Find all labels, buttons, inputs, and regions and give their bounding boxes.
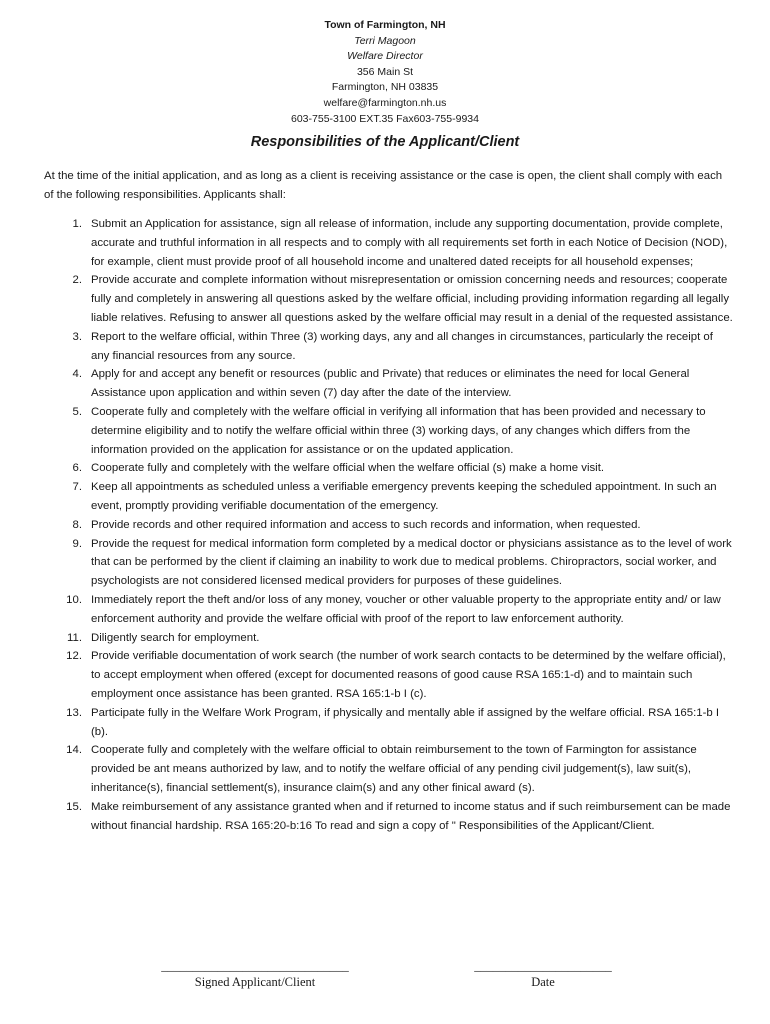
item-number: 12. [66, 650, 82, 663]
list-item [44, 271, 734, 327]
list-item [44, 798, 734, 836]
item-text: Make reimbursement of any assistance granted when and if returned to income status and if such reimbursement can be made without financial hardship. RSA 165:20-b:16 To read and sign a copy of " Responsibilities of the Applicant/Client. [91, 800, 731, 832]
list-item [44, 459, 734, 478]
list-item [44, 741, 734, 797]
item-text: Apply for and accept any benefit or resources (public and Private) that reduces or eliminates the need for local General Assistance upon application and within seven (7) day after the date of the interview. [91, 368, 690, 400]
phone-fax: 603-755-3100 EXT.35 Fax603-755-9934 [291, 112, 479, 125]
item-text: Provide records and other required information and access to such records and information, when requested. [91, 518, 641, 531]
item-text: Cooperate fully and completely with the welfare official in verifying all information that has been provided and necessary to determine eligibility and to notify the welfare official within three (3) working days, of any changes which differs from the information provided on the application for assistance or on the updated application. [91, 405, 706, 456]
item-text: Provide the request for medical information form completed by a medical doctor or physicians assistance as to the level of work that can be performed by the client if claiming an inability to work due to medical problems. Chiropractors, social worker, and psychologists are not considered licensed medical providers for purposes of these guidelines. [91, 537, 732, 588]
list-item [44, 365, 734, 403]
date-signature-block [468, 958, 618, 990]
item-number: 3. [72, 330, 82, 343]
item-text: Participate fully in the Welfare Work Program, if physically and mentally able if assigned by the welfare official. RSA 165:1-b I (b). [91, 706, 720, 738]
list-item [44, 328, 734, 366]
item-text: Cooperate fully and completely with the welfare official when the welfare official (s) make a home visit. [91, 462, 605, 475]
item-text: Report to the welfare official, within Three (3) working days, any and all changes in circumstances, particularly the receipt of any financial resources from any source. [91, 330, 713, 362]
item-number: 7. [72, 481, 82, 494]
item-text: Provide verifiable documentation of work search (the number of work search contacts to be determined by the welfare official), to accept employment when offered (except for documented reasons of good cause RSA 165:1-d) and to maintain such employment once assistance has been granted. RSA 165:1-b I (c). [91, 650, 726, 700]
item-number: 8. [72, 518, 82, 531]
letterhead [0, 18, 770, 127]
list-item [44, 478, 734, 516]
item-text: Keep all appointments as scheduled unless a verifiable emergency prevents keeping the scheduled appointment. In such an event, promptly providing verifiable documentation of the emergency. [91, 481, 717, 512]
date-line[interactable]: ______________________ [474, 959, 612, 973]
item-text: Cooperate fully and completely with the welfare official to obtain reimbursement to the town of Farmington for assistance provided be ant means authorized by law, and to notify the welfare official of any pending civil judgement(s), law suit(s), inheritance(s), financial settlement(s), insurance claim(s) and any other finical award (s). [91, 744, 697, 794]
applicant-signature-label: Signed Applicant/Client [194, 975, 316, 989]
item-number: 2. [72, 274, 82, 287]
item-number: 11. [67, 631, 82, 644]
date-label: Date [531, 975, 555, 989]
item-number: 4. [72, 368, 82, 381]
list-item [44, 591, 734, 629]
director-name: Terri Magoon [354, 34, 416, 47]
list-item [44, 629, 734, 648]
item-text: Provide accurate and complete information without misrepresentation or omission concerning needs and resources; cooperate fully and completely in answering all questions asked by the welfare official, including providing information regarding all legally liable relatives. Refusing to answer all questions asked by the welfare official may result in a denial of the requested assistance. [91, 274, 733, 324]
list-item [44, 516, 734, 535]
item-text: Diligently search for employment. [91, 631, 260, 644]
intro-paragraph: At the time of the initial application, and as long as a client is receiving assistance or the case is open, the client shall comply with each of the following responsibilities. Applicants shall: [44, 170, 723, 201]
item-number: 1. [72, 218, 82, 230]
responsibilities-list [44, 215, 734, 835]
list-item [44, 535, 734, 591]
city-address: Farmington, NH 03835 [331, 81, 439, 94]
item-number: 6. [72, 462, 82, 475]
list-item [44, 403, 734, 459]
item-number: 13. [66, 706, 82, 719]
org-name: Town of Farmington, NH [324, 19, 446, 31]
director-title: Welfare Director [347, 50, 423, 63]
applicant-signature-line[interactable]: ______________________________ [161, 959, 349, 973]
item-text: Immediately report the theft and/or loss of any money, voucher or other valuable property to the appropriate entity and/ or law enforcement authority and provide the welfare official with proof of the report to law enforcement authority. [91, 593, 721, 625]
list-item [44, 647, 734, 703]
list-item [44, 215, 734, 271]
item-number: 9. [72, 537, 82, 550]
item-number: 5. [72, 405, 82, 418]
email-address: welfare@farmington.nh.us [323, 96, 447, 109]
street-address: 356 Main St [356, 65, 414, 78]
applicant-signature-block [150, 958, 360, 990]
item-text: Submit an Application for assistance, sign all release of information, include any supporting documentation, provide complete, accurate and truthful information in all respects and to comply with all requirements set forth in each Notice of Decision (NOD), for example, client must provide proof of all household income and unaltered dated receipts for all household expenses; [91, 218, 728, 268]
item-number: 15. [66, 800, 82, 813]
document-title: Responsibilities of the Applicant/Client [250, 134, 520, 150]
list-item [44, 704, 734, 742]
item-number: 14. [66, 744, 82, 757]
item-number: 10. [66, 593, 82, 606]
